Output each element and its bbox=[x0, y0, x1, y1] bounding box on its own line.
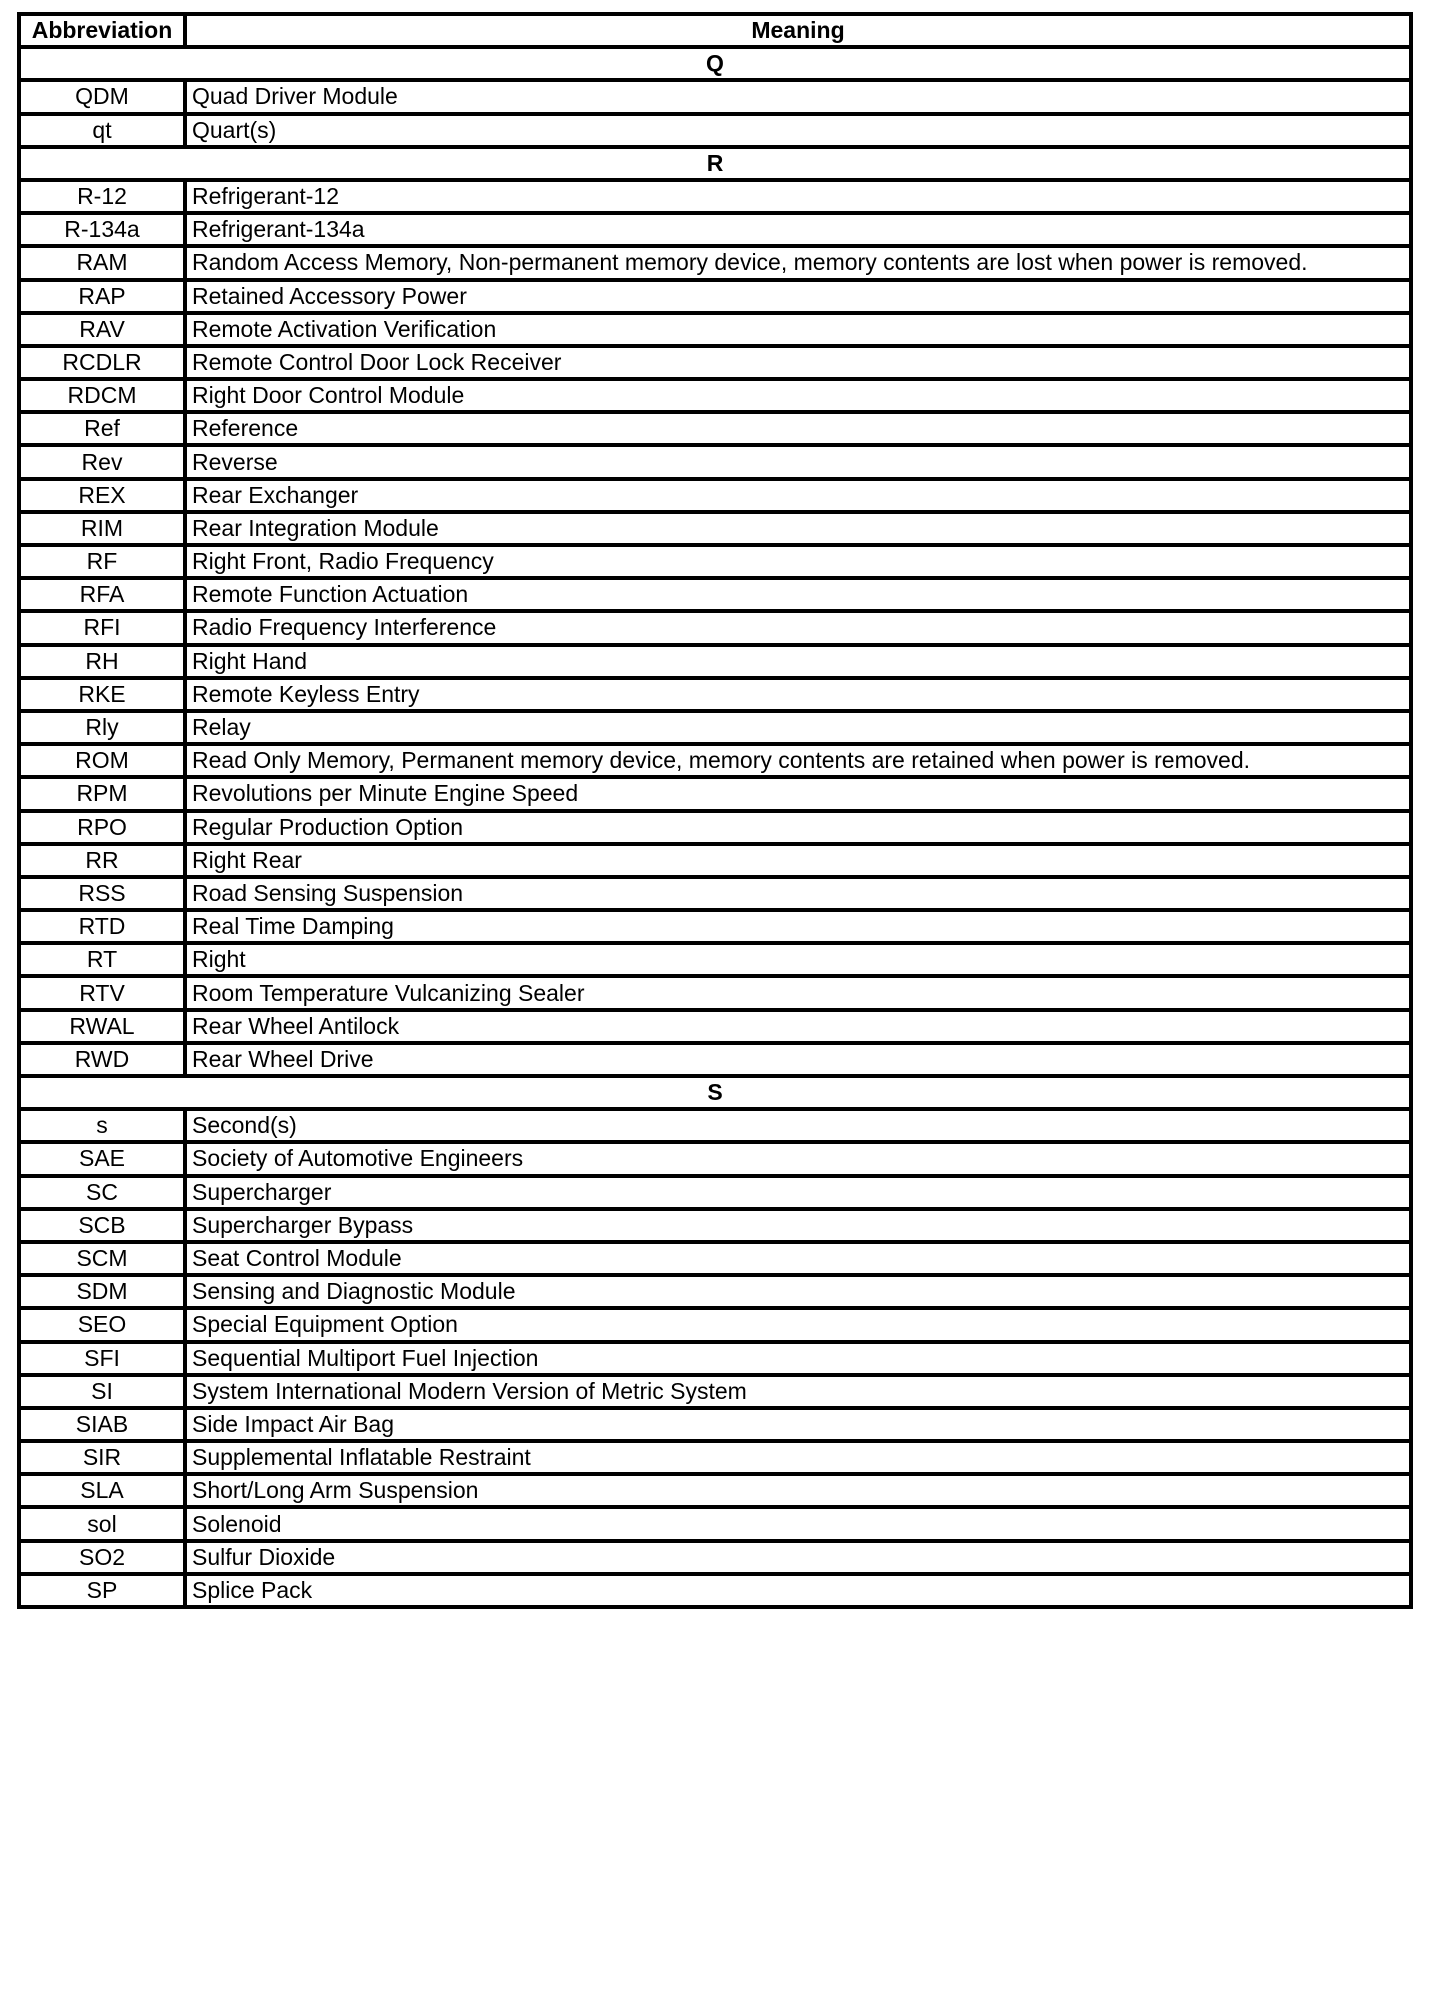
abbreviation-cell: RFI bbox=[19, 611, 185, 644]
meaning-cell: Remote Control Door Lock Receiver bbox=[185, 346, 1411, 379]
meaning-cell: Rear Wheel Drive bbox=[185, 1043, 1411, 1076]
table-row bbox=[19, 910, 1411, 943]
table-row bbox=[19, 1342, 1411, 1375]
abbreviation-cell: RPO bbox=[19, 811, 185, 844]
section-letter: R bbox=[19, 147, 1411, 180]
table-row bbox=[19, 1408, 1411, 1441]
table-row bbox=[19, 479, 1411, 512]
abbreviation-cell: s bbox=[19, 1109, 185, 1142]
meaning-cell: Right Rear bbox=[185, 844, 1411, 877]
meaning-cell: System International Modern Version of Metric System bbox=[185, 1375, 1411, 1408]
table-row bbox=[19, 280, 1411, 313]
abbreviation-table bbox=[17, 12, 1413, 1609]
abbreviation-cell: RH bbox=[19, 645, 185, 678]
meaning-cell: Road Sensing Suspension bbox=[185, 877, 1411, 910]
meaning-cell: Remote Function Actuation bbox=[185, 578, 1411, 611]
table-row bbox=[19, 313, 1411, 346]
abbreviation-cell: RFA bbox=[19, 578, 185, 611]
table-row bbox=[19, 445, 1411, 478]
table-row bbox=[19, 611, 1411, 644]
abbreviation-cell: RTD bbox=[19, 910, 185, 943]
meaning-cell: Refrigerant-134a bbox=[185, 213, 1411, 246]
table-row bbox=[19, 114, 1411, 147]
abbreviation-cell: RIM bbox=[19, 512, 185, 545]
abbreviation-cell: SCB bbox=[19, 1209, 185, 1242]
table-row bbox=[19, 1574, 1411, 1607]
table-row bbox=[19, 379, 1411, 412]
table-row bbox=[19, 811, 1411, 844]
meaning-cell: Revolutions per Minute Engine Speed bbox=[185, 777, 1411, 810]
meaning-cell: Reference bbox=[185, 412, 1411, 445]
meaning-cell: Random Access Memory, Non-permanent memory device, memory contents are lost when power is removed. bbox=[185, 246, 1411, 279]
meaning-cell: Sequential Multiport Fuel Injection bbox=[185, 1342, 1411, 1375]
table-row bbox=[19, 1043, 1411, 1076]
table-body bbox=[19, 47, 1411, 1607]
section-header-row bbox=[19, 1076, 1411, 1109]
section-header-row bbox=[19, 47, 1411, 80]
meaning-cell: Quart(s) bbox=[185, 114, 1411, 147]
abbreviation-cell: RWD bbox=[19, 1043, 185, 1076]
abbreviation-cell: RAM bbox=[19, 246, 185, 279]
table-header-row bbox=[19, 14, 1411, 47]
abbreviation-cell: qt bbox=[19, 114, 185, 147]
meaning-cell: Remote Activation Verification bbox=[185, 313, 1411, 346]
section-letter: Q bbox=[19, 47, 1411, 80]
abbreviation-cell: SIR bbox=[19, 1441, 185, 1474]
table-row bbox=[19, 578, 1411, 611]
table-row bbox=[19, 213, 1411, 246]
abbreviation-cell: RT bbox=[19, 943, 185, 976]
meaning-cell: Right Front, Radio Frequency bbox=[185, 545, 1411, 578]
meaning-cell: Supercharger Bypass bbox=[185, 1209, 1411, 1242]
table-row bbox=[19, 1375, 1411, 1408]
table-row bbox=[19, 412, 1411, 445]
table-row bbox=[19, 1308, 1411, 1341]
table-row bbox=[19, 1109, 1411, 1142]
meaning-cell: Rear Wheel Antilock bbox=[185, 1010, 1411, 1043]
abbreviation-cell: SFI bbox=[19, 1342, 185, 1375]
column-header-meaning: Meaning bbox=[185, 14, 1411, 47]
table-row bbox=[19, 844, 1411, 877]
abbreviation-cell: R-134a bbox=[19, 213, 185, 246]
table-row bbox=[19, 1275, 1411, 1308]
section-header-row bbox=[19, 147, 1411, 180]
table-row bbox=[19, 645, 1411, 678]
table-row bbox=[19, 1176, 1411, 1209]
table-row bbox=[19, 678, 1411, 711]
abbreviation-cell: SIAB bbox=[19, 1408, 185, 1441]
table-row bbox=[19, 744, 1411, 777]
abbreviation-cell: Rly bbox=[19, 711, 185, 744]
meaning-cell: Splice Pack bbox=[185, 1574, 1411, 1607]
abbreviation-cell: RWAL bbox=[19, 1010, 185, 1043]
abbreviation-cell: RAV bbox=[19, 313, 185, 346]
table-row bbox=[19, 180, 1411, 213]
meaning-cell: Regular Production Option bbox=[185, 811, 1411, 844]
abbreviation-cell: RKE bbox=[19, 678, 185, 711]
abbreviation-cell: SEO bbox=[19, 1308, 185, 1341]
abbreviation-cell: ROM bbox=[19, 744, 185, 777]
meaning-cell: Special Equipment Option bbox=[185, 1308, 1411, 1341]
section-letter: S bbox=[19, 1076, 1411, 1109]
table-row bbox=[19, 1142, 1411, 1175]
meaning-cell: Second(s) bbox=[185, 1109, 1411, 1142]
abbreviation-cell: SDM bbox=[19, 1275, 185, 1308]
abbreviation-cell: SC bbox=[19, 1176, 185, 1209]
table-row bbox=[19, 1242, 1411, 1275]
abbreviation-cell: sol bbox=[19, 1507, 185, 1540]
meaning-cell: Sensing and Diagnostic Module bbox=[185, 1275, 1411, 1308]
table-row bbox=[19, 512, 1411, 545]
meaning-cell: Remote Keyless Entry bbox=[185, 678, 1411, 711]
meaning-cell: Refrigerant-12 bbox=[185, 180, 1411, 213]
abbreviation-cell: RCDLR bbox=[19, 346, 185, 379]
abbreviation-cell: Rev bbox=[19, 445, 185, 478]
abbreviation-cell: SAE bbox=[19, 1142, 185, 1175]
meaning-cell: Real Time Damping bbox=[185, 910, 1411, 943]
table-row bbox=[19, 1507, 1411, 1540]
meaning-cell: Supplemental Inflatable Restraint bbox=[185, 1441, 1411, 1474]
table-row bbox=[19, 545, 1411, 578]
table-row bbox=[19, 1010, 1411, 1043]
meaning-cell: Read Only Memory, Permanent memory device, memory contents are retained when power is removed. bbox=[185, 744, 1411, 777]
abbreviation-cell: Ref bbox=[19, 412, 185, 445]
abbreviation-cell: QDM bbox=[19, 80, 185, 113]
table-row bbox=[19, 346, 1411, 379]
column-header-abbreviation: Abbreviation bbox=[19, 14, 185, 47]
table-row bbox=[19, 711, 1411, 744]
meaning-cell: Right bbox=[185, 943, 1411, 976]
table-row bbox=[19, 777, 1411, 810]
meaning-cell: Supercharger bbox=[185, 1176, 1411, 1209]
table-row bbox=[19, 1441, 1411, 1474]
table-row bbox=[19, 1541, 1411, 1574]
meaning-cell: Right Door Control Module bbox=[185, 379, 1411, 412]
abbreviation-cell: RDCM bbox=[19, 379, 185, 412]
meaning-cell: Short/Long Arm Suspension bbox=[185, 1474, 1411, 1507]
abbreviation-cell: RR bbox=[19, 844, 185, 877]
meaning-cell: Solenoid bbox=[185, 1507, 1411, 1540]
meaning-cell: Side Impact Air Bag bbox=[185, 1408, 1411, 1441]
table-row bbox=[19, 1474, 1411, 1507]
meaning-cell: Room Temperature Vulcanizing Sealer bbox=[185, 976, 1411, 1009]
meaning-cell: Seat Control Module bbox=[185, 1242, 1411, 1275]
abbreviation-cell: SLA bbox=[19, 1474, 185, 1507]
abbreviation-cell: RPM bbox=[19, 777, 185, 810]
meaning-cell: Reverse bbox=[185, 445, 1411, 478]
table-row bbox=[19, 1209, 1411, 1242]
abbreviation-cell: SP bbox=[19, 1574, 185, 1607]
table-row bbox=[19, 80, 1411, 113]
table-row bbox=[19, 246, 1411, 279]
abbreviation-cell: REX bbox=[19, 479, 185, 512]
abbreviation-cell: R-12 bbox=[19, 180, 185, 213]
meaning-cell: Society of Automotive Engineers bbox=[185, 1142, 1411, 1175]
meaning-cell: Right Hand bbox=[185, 645, 1411, 678]
meaning-cell: Quad Driver Module bbox=[185, 80, 1411, 113]
table-row bbox=[19, 877, 1411, 910]
meaning-cell: Relay bbox=[185, 711, 1411, 744]
abbreviation-cell: SI bbox=[19, 1375, 185, 1408]
meaning-cell: Retained Accessory Power bbox=[185, 280, 1411, 313]
meaning-cell: Rear Exchanger bbox=[185, 479, 1411, 512]
abbreviation-cell: RF bbox=[19, 545, 185, 578]
abbreviation-cell: RTV bbox=[19, 976, 185, 1009]
table-row bbox=[19, 943, 1411, 976]
meaning-cell: Rear Integration Module bbox=[185, 512, 1411, 545]
abbreviation-cell: RSS bbox=[19, 877, 185, 910]
abbreviation-cell: SCM bbox=[19, 1242, 185, 1275]
meaning-cell: Sulfur Dioxide bbox=[185, 1541, 1411, 1574]
table-row bbox=[19, 976, 1411, 1009]
abbreviation-cell: SO2 bbox=[19, 1541, 185, 1574]
abbreviation-cell: RAP bbox=[19, 280, 185, 313]
meaning-cell: Radio Frequency Interference bbox=[185, 611, 1411, 644]
